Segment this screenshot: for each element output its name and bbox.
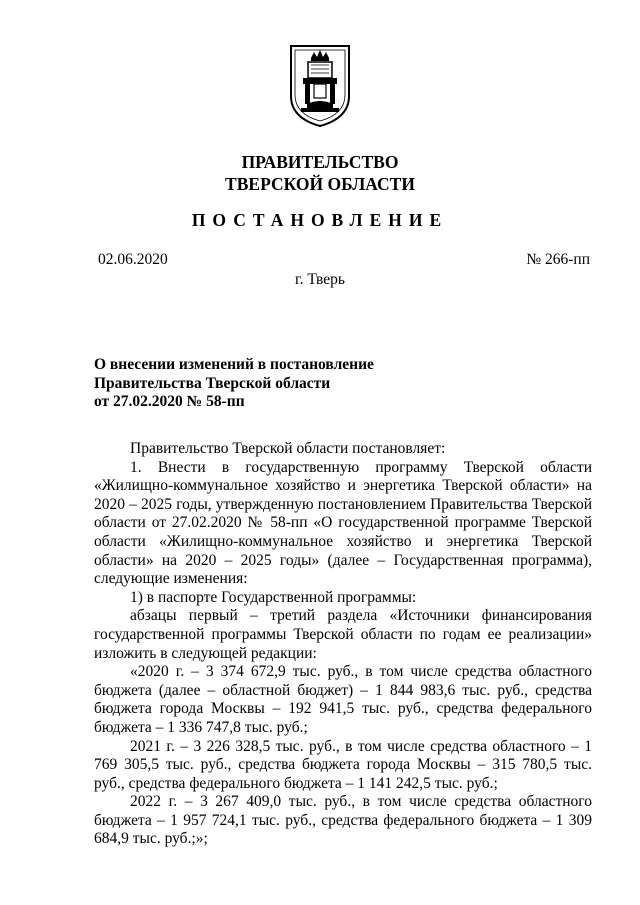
body-paragraph: 1) в паспорте Государственной программы:	[130, 588, 417, 606]
document-city: г. Тверь	[295, 271, 345, 288]
body-paragraph: «2020 г. – 3 374 672,9 тыс. руб., в том числе средства областного бюджета (далее – областной бюджет) – 1 844 983,6 тыс. руб., средства бюджета города Москвы – 192 941,5 тыс. руб., средства федерального бюджета – 1 336 747,8 тыс. руб.;	[94, 663, 592, 736]
tver-coat-of-arms-icon	[287, 40, 353, 130]
organization-name-line1: ПРАВИТЕЛЬСТВО	[241, 152, 399, 172]
document-body	[94, 440, 592, 849]
body-paragraph: абзацы первый – третий раздела «Источники финансирования государственной программы Тверской области по годам ее реализации» изложить в следующей редакции:	[94, 607, 592, 662]
body-paragraph: 1. Внести в государственную программу Тверской области «Жилищно-коммунальное хозяйство и энергетика Тверской области» на 2020 – 2025 годы, утвержденную постановлением Правительства Тверской области от 27.02.2020 № 58-пп «О государственной программе Тверской области «Жилищно-коммунальное хозяйство и энергетика Тверской области» на 2020 – 2025 годы» (далее – Государственная программа), следующие изменения:	[94, 458, 592, 588]
document-number: № 266-пп	[526, 251, 590, 268]
organization-name-line2: ТВЕРСКОЙ ОБЛАСТИ	[225, 174, 415, 194]
subject-line: О внесении изменений в постановление	[94, 356, 374, 373]
body-paragraph: Правительство Тверской области постановляет:	[130, 440, 446, 457]
document-subject	[94, 356, 414, 412]
subject-line: от 27.02.2020 № 58-пп	[94, 393, 245, 411]
document-type-title: ПОСТАНОВЛЕНИЕ	[191, 210, 449, 230]
subject-line: Правительства Тверской области	[94, 374, 331, 392]
document-date: 02.06.2020	[98, 251, 168, 268]
body-paragraph: 2022 г. – 3 267 409,0 тыс. руб., в том числе средства областного бюджета – 1 957 724,1 тыс. руб., средства федерального бюджета – 1 309 684,9 тыс. руб.;»;	[94, 793, 592, 848]
body-paragraph: 2021 г. – 3 226 328,5 тыс. руб., в том числе средства областного – 1 769 305,5 тыс. руб., средства бюджета города Москвы – 315 780,5 тыс. руб., средства федерального бюджета – 1 141 242,5 тыс. руб.;	[94, 737, 592, 792]
